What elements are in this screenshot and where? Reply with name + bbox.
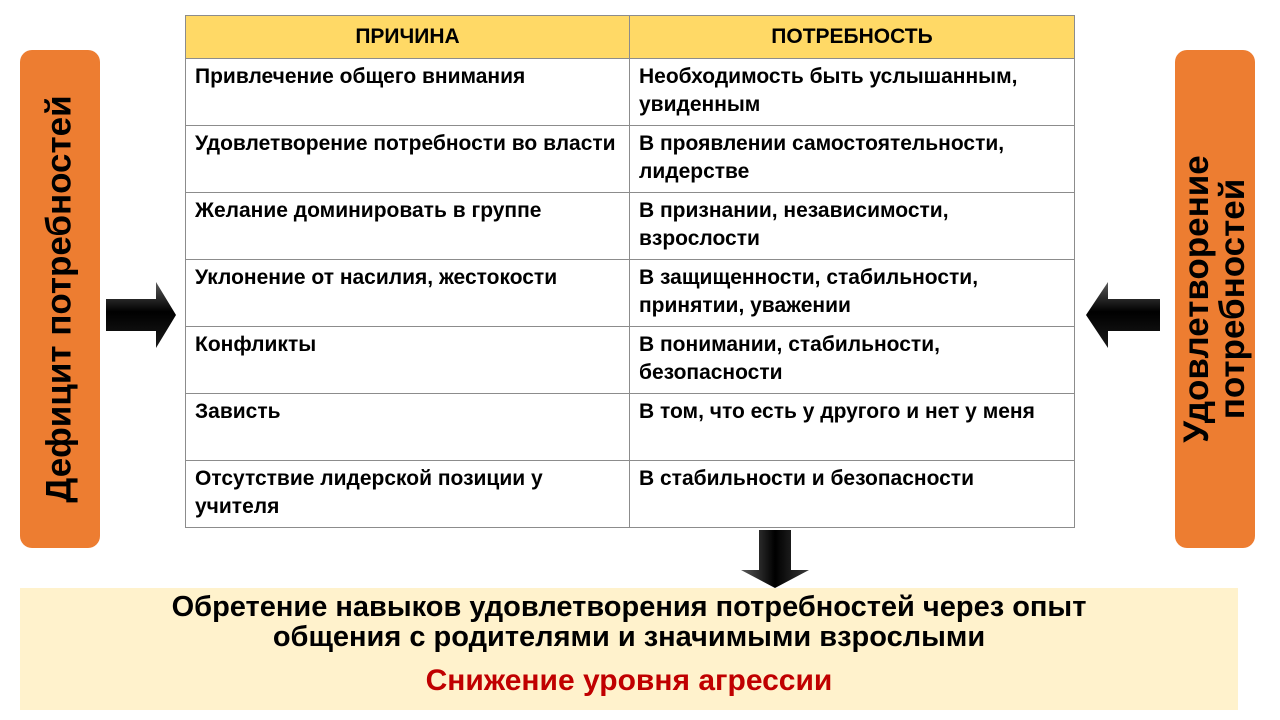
need-cell: В понимании, стабильности, безопасности <box>630 327 1075 394</box>
table-row <box>186 126 1075 193</box>
satisfaction-label-line-2: потребностей <box>1213 178 1253 420</box>
conclusion-text <box>20 592 1238 652</box>
cause-cell: Желание доминировать в группе <box>186 193 630 260</box>
arrow-left-icon <box>1086 282 1160 348</box>
conclusion-panel <box>20 588 1238 710</box>
cause-cell: Отсутствие лидерской позиции у учителя <box>186 461 630 528</box>
satisfaction-panel <box>1175 50 1255 548</box>
conclusion-line-2: общения с родителями и значимыми взрослыми <box>272 621 986 653</box>
need-cell: В признании, независимости, взрослости <box>630 193 1075 260</box>
cause-cell: Зависть <box>186 394 630 461</box>
need-cell: В проявлении самостоятельности, лидерстве <box>630 126 1075 193</box>
cause-cell: Удовлетворение потребности во власти <box>186 126 630 193</box>
need-cell: В том, что есть у другого и нет у меня <box>630 394 1075 461</box>
satisfaction-label <box>1179 155 1251 443</box>
header-need: ПОТРЕБНОСТЬ <box>630 16 1075 59</box>
arrow-right-icon <box>106 282 176 348</box>
need-cell: В стабильности и безопасности <box>630 461 1075 528</box>
need-cell: Необходимость быть услышанным, увиденным <box>630 59 1075 126</box>
deficit-label <box>42 95 78 502</box>
satisfaction-label-line-1: Удовлетворение <box>1177 155 1217 443</box>
deficit-label-line: Дефицит потребностей <box>40 95 79 503</box>
table-row <box>186 59 1075 126</box>
header-cause: ПРИЧИНА <box>186 16 630 59</box>
conclusion-line-1: Обретение навыков удовлетворения потребностей через опыт <box>171 591 1087 623</box>
table-row <box>186 327 1075 394</box>
deficit-panel <box>20 50 100 548</box>
aggression-reduction-text: Снижение уровня агрессии <box>425 664 833 697</box>
cause-cell: Привлечение общего внимания <box>186 59 630 126</box>
arrow-down-icon <box>741 530 809 588</box>
cause-cell: Уклонение от насилия, жестокости <box>186 260 630 327</box>
table-row <box>186 461 1075 528</box>
table-header-row <box>186 16 1075 59</box>
table-row <box>186 394 1075 461</box>
table-row <box>186 193 1075 260</box>
need-cell: В защищенности, стабильности, принятии, уважении <box>630 260 1075 327</box>
cause-need-table <box>185 15 1075 528</box>
cause-cell: Конфликты <box>186 327 630 394</box>
table-row <box>186 260 1075 327</box>
